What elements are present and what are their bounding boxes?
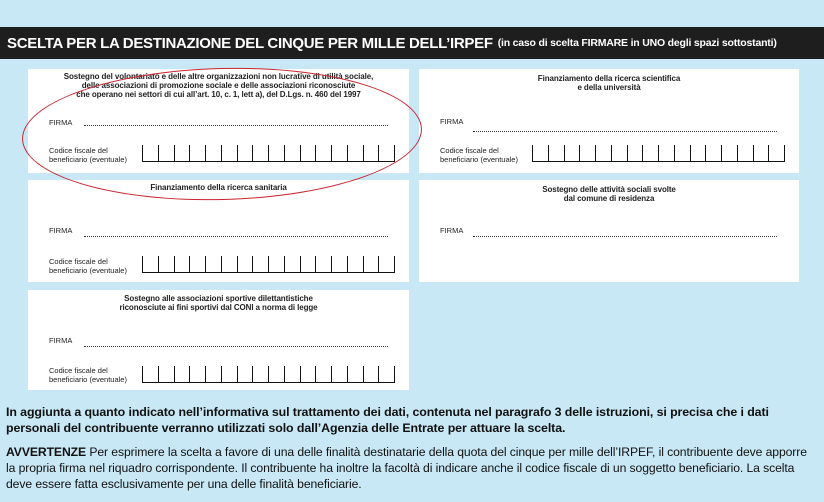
section-subtitle: (in caso di scelta FIRMARE in UNO degli spazi sottostanti) [497,37,777,49]
codice-fiscale-field[interactable] [142,256,395,273]
choice-box-associazioni-sportive [28,290,409,390]
signature-field[interactable] [473,236,777,237]
firma-label: FIRMA [49,118,73,127]
section-title: SCELTA PER LA DESTINAZIONE DEL CINQUE PER MILLE DELL’IRPEF [7,34,493,52]
choice-box-ricerca-scientifica [419,69,799,173]
codice-fiscale-label: Codice fiscale del beneficiario (eventuale) [49,257,127,275]
firma-label: FIRMA [440,117,464,126]
avvertenze-note [6,444,818,492]
firma-label: FIRMA [440,226,464,235]
choice-box-attivita-sociali-comune [419,180,799,282]
choice-box-ricerca-sanitaria [28,180,409,282]
firma-label: FIRMA [49,336,73,345]
codice-fiscale-field[interactable] [142,366,395,383]
choice-title: Sostegno del volontariato e delle altre organizzazioni non lucrative di utilità sociale, delle associazioni di promozione sociale e delle associazioni riconosciute che operano nei settori di cui all’art. 10, c. 1, lett a), del D.Lgs. n. 460 del 1997 [63,72,374,99]
codice-fiscale-label: Codice fiscale del beneficiario (eventuale) [49,366,127,384]
signature-field[interactable] [84,236,388,237]
avvertenze-label: AVVERTENZE [6,445,87,459]
codice-fiscale-field[interactable] [142,145,395,162]
avvertenze-text: Per esprimere la scelta a favore di una delle finalità destinatarie della quota del cinque per mille dell’IRPEF, il contribuente deve apporre la propria firma nel riquadro corrispondente. Il contribuente ha inoltre la facoltà di indicare anche il codice fiscale di un soggetto beneficiario. La scelta deve essere fatta esclusivamente per una delle finalità beneficiarie. [6,445,807,491]
privacy-note: In aggiunta a quanto indicato nell’informativa sul trattamento dei dati, contenuta nel paragrafo 3 delle istruzioni, si precisa che i dati personali del contribuente verranno utilizzati solo dall’Agenzia delle Entrate per attuare la scelta. [6,405,769,435]
firma-label: FIRMA [49,226,73,235]
choice-box-volontariato [28,69,409,173]
codice-fiscale-label: Codice fiscale del beneficiario (eventuale) [440,146,518,164]
signature-field[interactable] [84,125,388,126]
codice-fiscale-label: Codice fiscale del beneficiario (eventuale) [49,146,127,164]
choice-title: Finanziamento della ricerca sanitaria [150,183,287,192]
section-header [0,27,824,59]
codice-fiscale-field[interactable] [532,145,785,162]
choice-title: Finanziamento della ricerca scientifica e della università [537,74,681,92]
signature-field[interactable] [473,131,777,132]
choice-title: Sostegno alle associazioni sportive dilettantistiche riconosciute ai fini sportivi dal CONI a norma di legge [119,294,318,312]
choice-title: Sostegno delle attività sociali svolte dal comune di residenza [542,185,676,203]
signature-field[interactable] [84,346,388,347]
